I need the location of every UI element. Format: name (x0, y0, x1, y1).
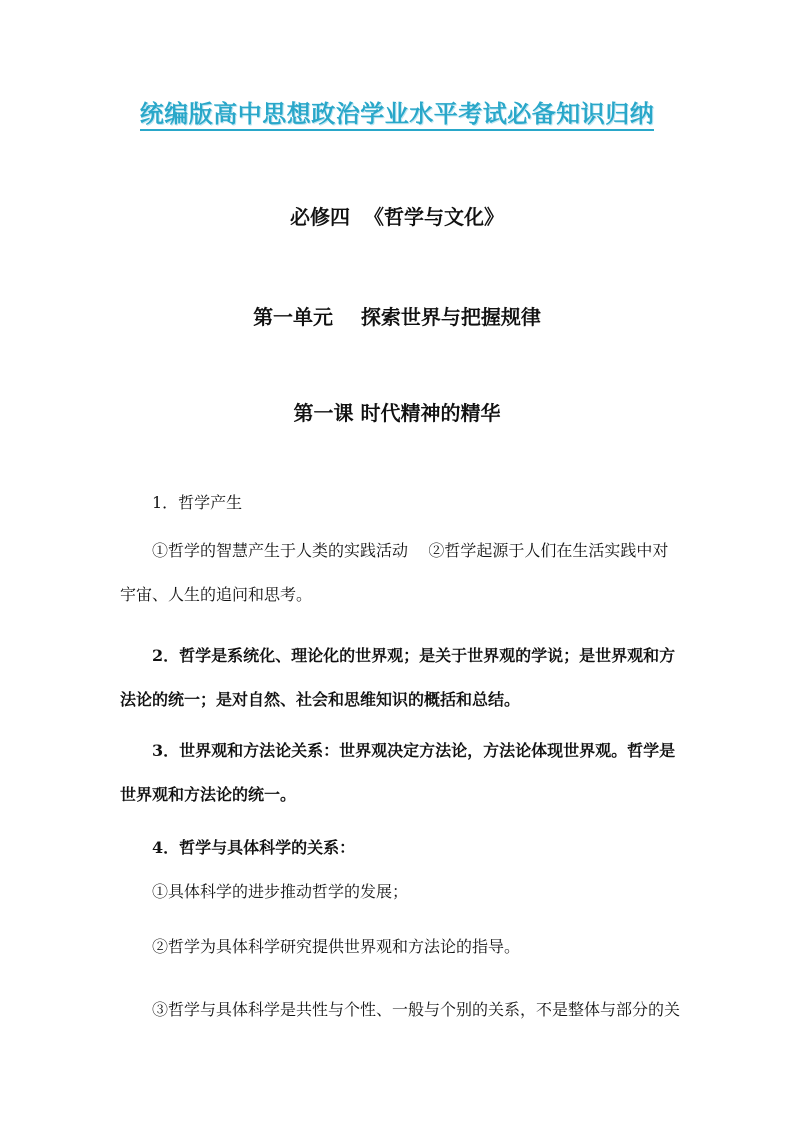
paragraph-worldview-methodology: 3．世界观和方法论关系：世界观决定方法论，方法论体现世界观。哲学是世界观和方法论的统一。 (120, 741, 676, 804)
paragraph-philosophy-origin: ①哲学的智慧产生于人类的实践活动 ②哲学起源于人们在生活实践中对宇宙、人生的追问和思考。 (120, 541, 669, 604)
module-heading: 必修四 《哲学与文化》 (290, 205, 504, 229)
paragraph-science-promotes-philosophy: ①具体科学的进步推动哲学的发展； (152, 882, 409, 901)
document-title (0, 94, 794, 129)
document-title-text: 统编版高中思想政治学业水平考试必备知识归纳 (140, 99, 655, 131)
paragraph-philosophy-origin-heading: 1．哲学产生 (152, 493, 243, 512)
unit-heading: 第一单元 探索世界与把握规律 (253, 305, 541, 329)
lesson-heading: 第一课 时代精神的精华 (293, 401, 501, 425)
paragraph-philosophy-science-heading (120, 826, 680, 870)
paragraph-philosophy-guides-science: ②哲学为具体科学研究提供世界观和方法论的指导。 (152, 937, 521, 956)
paragraph-philosophy-science-heading-text: 4．哲学与具体科学的关系： (152, 838, 356, 857)
paragraph-general-particular-relation: ③哲学与具体科学是共性与个性、一般与个别的关系，不是整体与部分的关 (152, 1000, 681, 1019)
paragraph-philosophy-definition: 2．哲学是系统化、理论化的世界观；是关于世界观的学说；是世界观和方法论的统一；是对自然、社会和思维知识的概括和总结。 (120, 646, 676, 709)
